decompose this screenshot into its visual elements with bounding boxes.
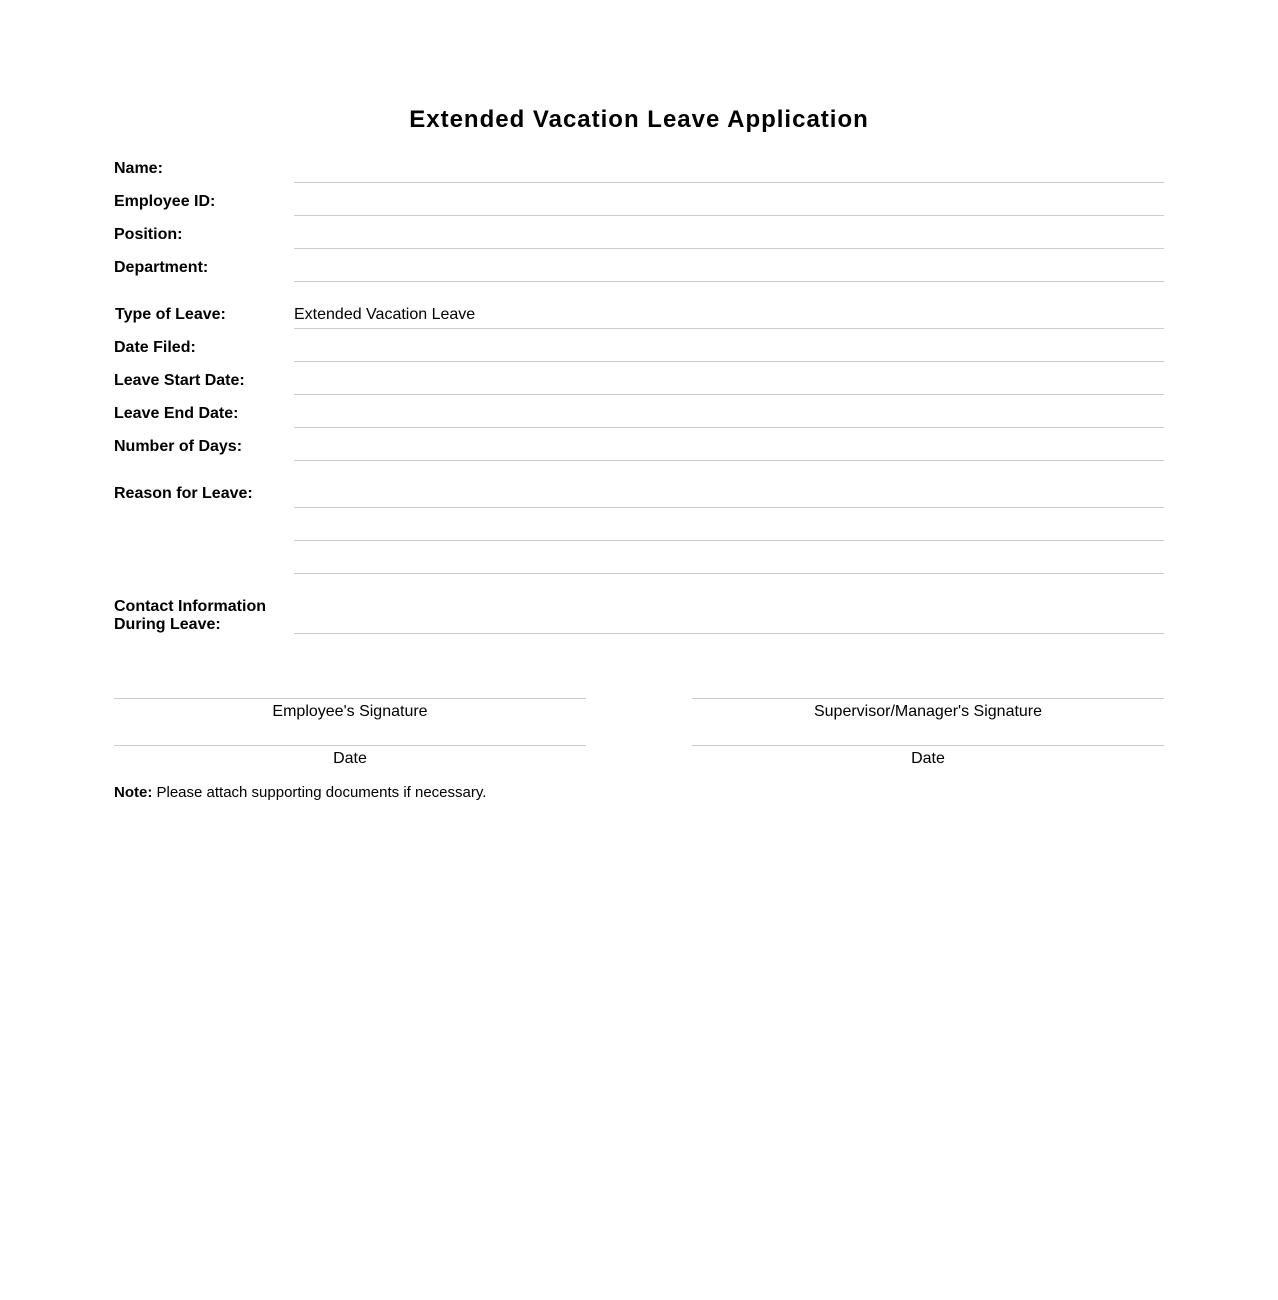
department-input-line[interactable] — [294, 281, 1164, 282]
field-label: Position: — [114, 226, 183, 243]
field-label: Type of Leave: — [115, 306, 226, 323]
employee-date-caption: Date — [333, 750, 367, 767]
leave-start-date-input-line[interactable] — [294, 394, 1164, 395]
note-text: Please attach supporting documents if necessary. — [152, 784, 487, 801]
field-label: Number of Days: — [114, 438, 243, 455]
employee-signature-caption: Employee's Signature — [272, 703, 428, 720]
type-of-leave-input-line[interactable] — [294, 328, 1164, 329]
field-label: Employee ID: — [114, 193, 216, 210]
reason-input-line-2[interactable] — [294, 540, 1164, 541]
supervisor-signature-block — [692, 698, 1164, 721]
field-label: Reason for Leave: — [114, 485, 253, 502]
number-of-days-input-line[interactable] — [294, 460, 1164, 461]
supervisor-signature-caption: Supervisor/Manager's Signature — [813, 703, 1043, 720]
field-label-line-2: During Leave: — [114, 616, 221, 633]
position-input-line[interactable] — [294, 248, 1164, 249]
supervisor-date-caption: Date — [911, 750, 945, 767]
field-label: Date Filed: — [114, 339, 196, 356]
field-label: Name: — [114, 160, 163, 177]
name-input-line[interactable] — [294, 182, 1164, 183]
employee-signature-block — [114, 698, 586, 721]
employee-signature-line[interactable] — [114, 698, 586, 699]
reason-input-line-1[interactable] — [294, 507, 1164, 508]
employee-date-block — [114, 745, 586, 768]
supervisor-signature-line[interactable] — [692, 698, 1164, 699]
field-label: Department: — [114, 259, 209, 276]
field-label — [114, 598, 266, 634]
employee-date-line[interactable] — [114, 745, 586, 746]
field-label: Leave End Date: — [114, 405, 239, 422]
reason-input-line-3[interactable] — [294, 573, 1164, 574]
supervisor-date-block — [692, 745, 1164, 768]
type-of-leave-value: Extended Vacation Leave — [294, 306, 476, 323]
employee-id-input-line[interactable] — [294, 215, 1164, 216]
page-title: Extended Vacation Leave Application — [409, 106, 869, 133]
date-filed-input-line[interactable] — [294, 361, 1164, 362]
contact-info-input-line[interactable] — [294, 633, 1164, 634]
note-label: Note: — [114, 784, 153, 801]
leave-end-date-input-line[interactable] — [294, 427, 1164, 428]
field-label-line-1: Contact Information — [114, 598, 266, 615]
supervisor-date-line[interactable] — [692, 745, 1164, 746]
field-label: Leave Start Date: — [114, 372, 245, 389]
note — [114, 784, 486, 801]
